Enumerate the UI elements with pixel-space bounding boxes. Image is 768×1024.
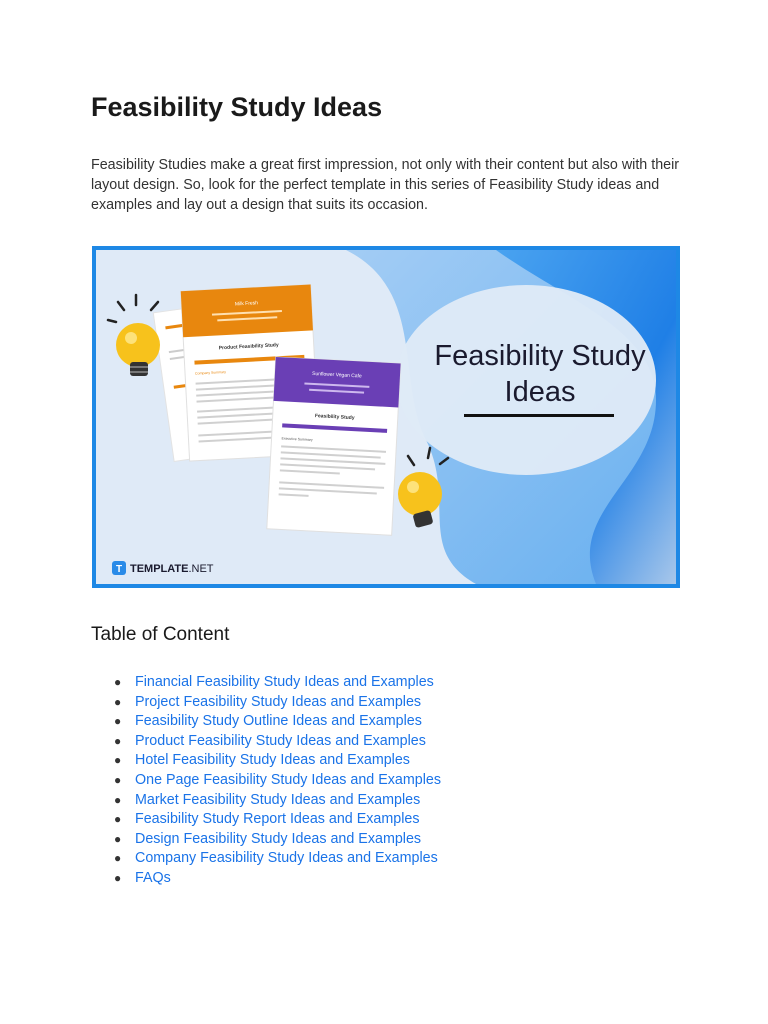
banner-heading-line2: Ideas bbox=[504, 376, 576, 408]
brand-suffix: .NET bbox=[188, 563, 214, 575]
toc-heading: Table of Content bbox=[91, 624, 230, 645]
toc-item bbox=[91, 869, 441, 889]
doc1-section-text: Company Summary bbox=[194, 370, 227, 376]
toc-link-product[interactable]: Product Feasibility Study Ideas and Examples bbox=[135, 732, 426, 749]
toc-link-hotel[interactable]: Hotel Feasibility Study Ideas and Examples bbox=[135, 752, 410, 769]
bullet-icon: ● bbox=[114, 675, 122, 689]
toc-link-design[interactable]: Design Feasibility Study Ideas and Examples bbox=[135, 830, 422, 847]
bullet-icon: ● bbox=[114, 851, 122, 866]
toc-link-market[interactable]: Market Feasibility Study Ideas and Examples bbox=[135, 791, 421, 808]
svg-text:T: T bbox=[115, 564, 123, 575]
brand-name: TEMPLATE bbox=[130, 563, 189, 575]
toc-item bbox=[91, 791, 441, 811]
toc-item bbox=[91, 810, 441, 830]
toc-item bbox=[91, 732, 441, 752]
banner-heading-underline bbox=[464, 414, 614, 417]
bullet-icon: ● bbox=[114, 831, 122, 846]
toc-item bbox=[91, 830, 441, 850]
banner-heading-line1: Feasibility Study bbox=[434, 340, 646, 372]
doc2-section-text: Executive Summary bbox=[281, 436, 313, 443]
bullet-icon: ● bbox=[114, 812, 122, 827]
doc1-title-text: Product Feasibility Study bbox=[218, 342, 279, 352]
page-title: Feasibility Study Ideas bbox=[91, 92, 383, 122]
svg-text:TEMPLATE.NET bbox=[130, 563, 214, 575]
feature-banner-image bbox=[92, 246, 680, 588]
toc-link-financial[interactable]: Financial Feasibility Study Ideas and Examples bbox=[135, 674, 434, 690]
bullet-icon: ● bbox=[114, 694, 122, 709]
document-thumbnail-cafe bbox=[267, 357, 401, 535]
toc-item bbox=[91, 751, 441, 771]
toc-link-project[interactable]: Project Feasibility Study Ideas and Examples bbox=[135, 693, 422, 710]
doc2-header-text: Sunflower Vegan Cafe bbox=[311, 370, 362, 380]
toc-link-faqs[interactable]: FAQs bbox=[135, 869, 171, 886]
toc-item bbox=[91, 673, 441, 693]
toc-link-one-page[interactable]: One Page Feasibility Study Ideas and Examples bbox=[135, 771, 441, 788]
toc-item bbox=[91, 849, 441, 869]
toc-link-outline[interactable]: Feasibility Study Outline Ideas and Examples bbox=[135, 713, 422, 730]
toc-link-report[interactable]: Feasibility Study Report Ideas and Examples bbox=[135, 811, 420, 828]
bullet-icon: ● bbox=[114, 714, 122, 729]
bullet-icon: ● bbox=[114, 772, 122, 787]
banner-illustration bbox=[96, 250, 676, 584]
doc1-header-text: Milk Fresh bbox=[234, 300, 259, 308]
bullet-icon: ● bbox=[114, 792, 122, 807]
toc-item bbox=[91, 712, 441, 732]
bullet-icon: ● bbox=[114, 753, 122, 768]
bullet-icon: ● bbox=[114, 733, 122, 748]
toc-item bbox=[91, 771, 441, 791]
toc-list bbox=[91, 673, 441, 889]
toc-link-company[interactable]: Company Feasibility Study Ideas and Examples bbox=[135, 850, 438, 867]
doc2-title-text: Feasibility Study bbox=[314, 413, 355, 422]
toc-item bbox=[91, 693, 441, 713]
bullet-icon: ● bbox=[114, 870, 122, 885]
intro-paragraph: Feasibility Studies make a great first impression, not only with their content but also with their layout design. So, look for the perfect template in this series of Feasibility Study ideas and examples and lay out a design that suits its occasion. bbox=[91, 157, 680, 213]
